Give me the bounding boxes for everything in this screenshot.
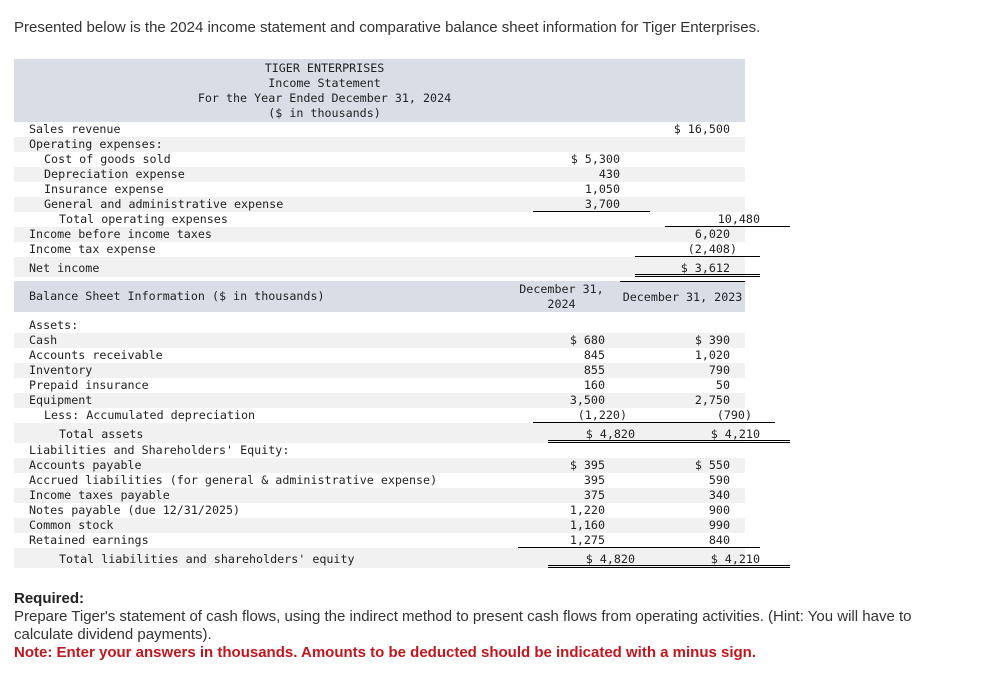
value-text: 430 — [598, 167, 620, 181]
value-text: 590 — [708, 473, 730, 487]
row-label: Less: Accumulated depreciation — [44, 408, 256, 422]
row-label: Net income — [29, 261, 100, 275]
row-value-prior — [665, 548, 790, 568]
row-label: General and administrative expense — [44, 197, 284, 211]
value-text: 855 — [583, 363, 605, 377]
row-value-prior — [650, 167, 775, 182]
value-text: $ 550 — [694, 458, 730, 472]
row-value-current — [533, 182, 650, 197]
table-row — [14, 182, 745, 197]
row-value-current — [518, 488, 635, 503]
row-value-current — [518, 518, 635, 533]
row-value-current — [518, 242, 635, 257]
value-text: 395 — [583, 473, 605, 487]
row-value-current — [518, 333, 635, 348]
row-value-current — [548, 423, 665, 443]
row-label: Prepaid insurance — [29, 378, 149, 392]
value-text: 790 — [708, 363, 730, 377]
row-label: Sales revenue — [29, 122, 121, 136]
row-value-prior — [635, 443, 760, 458]
col-header-2023: December 31, 2023 — [620, 281, 745, 312]
table-row — [14, 458, 745, 473]
table-row — [14, 333, 745, 348]
intro-text: Presented below is the 2024 income statement and comparative balance sheet information for Tiger Enterprises. — [14, 19, 761, 36]
value-text: (790) — [716, 408, 752, 422]
value-text: (2,408) — [687, 242, 737, 256]
statement-units: ($ in thousands) — [268, 106, 381, 120]
company-name: TIGER ENTERPRISES — [264, 61, 385, 75]
row-value-current — [518, 378, 635, 393]
row-value-prior — [635, 518, 760, 533]
row-label: Cash — [29, 333, 58, 347]
value-text: 1,050 — [584, 182, 620, 196]
value-text: 160 — [583, 378, 605, 392]
table-row — [14, 227, 745, 242]
table-row — [14, 242, 745, 257]
value-text: $ 390 — [694, 333, 730, 347]
row-value-prior — [635, 227, 760, 242]
row-label: Income taxes payable — [29, 488, 170, 502]
row-value-prior — [635, 378, 760, 393]
balance-sheet-title: Balance Sheet Information ($ in thousands) — [29, 289, 325, 303]
row-value-prior — [650, 408, 775, 423]
value-text: $ 395 — [569, 458, 605, 472]
row-value-prior — [635, 363, 760, 378]
row-value-current — [518, 257, 635, 277]
row-label: Accounts payable — [29, 458, 142, 472]
row-value-prior — [635, 458, 760, 473]
row-value-current — [533, 167, 650, 182]
row-value-prior — [650, 182, 775, 197]
row-label: Total operating expenses — [59, 212, 228, 226]
row-value-prior — [665, 212, 790, 227]
value-text: $ 4,210 — [710, 552, 760, 566]
value-text: 6,020 — [694, 227, 730, 241]
row-value-current — [518, 393, 635, 408]
col-header-2024: December 31, 2024 — [519, 282, 604, 311]
row-value-current — [518, 443, 635, 458]
row-value-prior — [635, 242, 760, 257]
row-label: Common stock — [29, 518, 114, 532]
row-label: Inventory — [29, 363, 93, 377]
value-text: 1,275 — [569, 533, 605, 547]
row-label: Liabilities and Shareholders' Equity: — [29, 443, 290, 457]
row-value-current — [518, 473, 635, 488]
row-value-current — [518, 363, 635, 378]
value-text: 2,750 — [694, 393, 730, 407]
row-value-current — [533, 152, 650, 167]
row-value-current — [518, 137, 635, 152]
income-statement-table — [14, 59, 760, 277]
row-label: Total liabilities and shareholders' equity — [59, 552, 355, 566]
row-value-current — [518, 348, 635, 363]
value-text: $ 3,612 — [680, 261, 730, 275]
value-text: $ 4,820 — [585, 552, 635, 566]
value-text: 1,020 — [694, 348, 730, 362]
table-row — [14, 443, 745, 458]
value-text: 3,700 — [584, 197, 620, 211]
row-label: Cost of goods sold — [44, 152, 171, 166]
balance-sheet-header — [14, 281, 745, 312]
balance-sheet-table — [14, 281, 760, 568]
row-value-prior — [635, 318, 760, 333]
value-text: 840 — [708, 533, 730, 547]
table-row — [14, 197, 745, 212]
statement-title: Income Statement — [268, 76, 381, 90]
row-value-prior — [635, 122, 760, 137]
value-text: $ 4,820 — [585, 427, 635, 441]
row-value-prior — [635, 348, 760, 363]
table-row — [14, 408, 752, 423]
table-row — [14, 363, 745, 378]
value-text: 10,480 — [717, 212, 760, 226]
row-value-prior — [650, 152, 775, 167]
row-value-current — [548, 212, 665, 227]
row-label: Accrued liabilities (for general & administrative expense) — [29, 473, 438, 487]
table-row — [14, 257, 745, 277]
row-value-prior — [635, 503, 760, 518]
row-value-current — [518, 458, 635, 473]
row-value-current — [533, 408, 650, 423]
value-text: 900 — [708, 503, 730, 517]
row-value-prior — [650, 197, 775, 212]
value-text: $ 4,210 — [710, 427, 760, 441]
row-value-current — [518, 318, 635, 333]
required-text: Prepare Tiger's statement of cash flows, using the indirect method to present cash flows from operating activities. (Hint: You will have to calculate dividend payments). — [14, 608, 912, 643]
table-row — [14, 122, 745, 137]
table-row — [14, 348, 745, 363]
income-statement-header — [14, 59, 745, 122]
row-value-prior — [635, 473, 760, 488]
value-text: $ 16,500 — [673, 122, 730, 136]
table-row — [14, 212, 760, 227]
table-row — [14, 423, 760, 443]
statement-period: For the Year Ended December 31, 2024 — [197, 91, 452, 105]
value-text: $ 5,300 — [570, 152, 620, 166]
table-row — [14, 533, 745, 548]
row-label: Notes payable (due 12/31/2025) — [29, 503, 241, 517]
row-label: Depreciation expense — [44, 167, 185, 181]
table-row — [14, 152, 745, 167]
row-label: Operating expenses: — [29, 137, 163, 151]
row-value-prior — [635, 257, 760, 277]
value-text: 50 — [715, 378, 730, 392]
table-row — [14, 503, 745, 518]
row-value-current — [518, 503, 635, 518]
value-text: 340 — [708, 488, 730, 502]
required-heading: Required: — [14, 590, 85, 607]
value-text: 3,500 — [569, 393, 605, 407]
row-value-prior — [635, 137, 760, 152]
row-value-prior — [635, 533, 760, 548]
table-row — [14, 518, 745, 533]
table-row — [14, 378, 745, 393]
row-label: Equipment — [29, 393, 93, 407]
table-row — [14, 488, 745, 503]
value-text: 1,160 — [569, 518, 605, 532]
required-note: Note: Enter your answers in thousands. Amounts to be deducted should be indicated with a minus sign. — [14, 644, 757, 661]
table-row — [14, 473, 745, 488]
value-text: $ 680 — [569, 333, 605, 347]
table-row — [14, 137, 745, 152]
row-label: Total assets — [59, 427, 144, 441]
table-row — [14, 393, 745, 408]
row-value-prior — [635, 488, 760, 503]
value-text: 375 — [583, 488, 605, 502]
row-value-current — [518, 533, 635, 548]
value-text: 845 — [583, 348, 605, 362]
row-value-current — [518, 122, 635, 137]
row-value-prior — [635, 393, 760, 408]
value-text: 990 — [708, 518, 730, 532]
row-label: Income before income taxes — [29, 227, 212, 241]
row-label: Insurance expense — [44, 182, 164, 196]
row-value-prior — [635, 333, 760, 348]
required-section — [14, 590, 974, 662]
table-row — [14, 318, 745, 333]
row-label: Retained earnings — [29, 533, 149, 547]
row-label: Accounts receivable — [29, 348, 163, 362]
row-label: Assets: — [29, 318, 79, 332]
row-value-current — [518, 227, 635, 242]
table-row — [14, 548, 760, 568]
row-value-prior — [665, 423, 790, 443]
row-value-current — [548, 548, 665, 568]
value-text: (1,220) — [577, 408, 627, 422]
value-text: 1,220 — [569, 503, 605, 517]
table-row — [14, 167, 745, 182]
row-value-current — [533, 197, 650, 212]
row-label: Income tax expense — [29, 242, 156, 256]
